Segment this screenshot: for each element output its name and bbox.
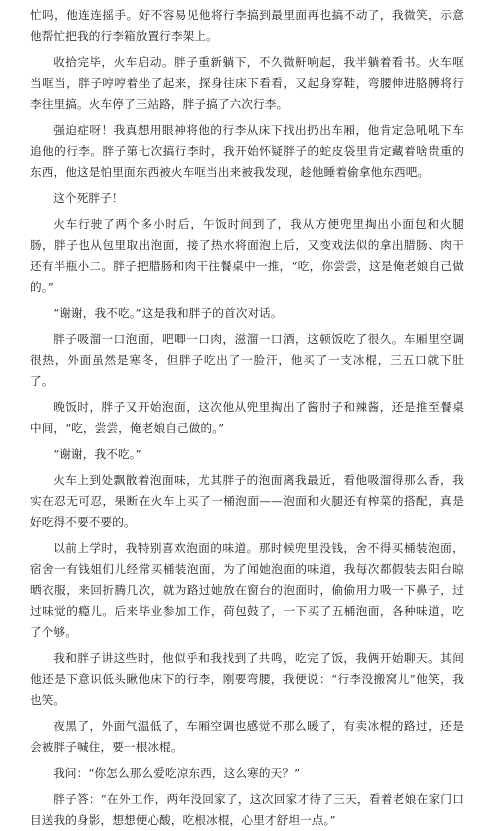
paragraph: “谢谢，我不吃。”这是我和胖子的首次对话。	[53, 306, 283, 320]
paragraph: 我和胖子讲这些时，他似乎和我找到了共鸣，吃完了饭，我俩开始聊天。其间他还是下意识低头瞅他床下的行李，刚要弯腰，我便说：“行李没搬窝儿”他笑，我也笑。	[30, 651, 464, 707]
paragraph: 忙吗，他连连摇手。好不容易见他将行李搞到最里面再也搞不动了，我微笑，示意他帮忙把我的行李箱放置行李架上。	[30, 8, 464, 43]
paragraph: 火车上到处飘散着泡面味，尤其胖子的泡面离我最近，看他吸溜得那么香，我实在忍无可忍，果断在火车上买了一桶泡面——泡面和火腿还有榨菜的搭配，真是好吃得不要不要的。	[30, 473, 464, 529]
paragraph: 火车行驶了两个多小时后，午饭时间到了，我从方便兜里掏出小面包和火腿肠，胖子也从包里取出泡面，接了热水将面泡上后，又变戏法似的拿出腊肠、肉干还有半瓶小二。胖子把腊肠和肉干往餐桌中一推，“吃，你尝尝，这是俺老娘自己做的。”	[30, 217, 464, 294]
paragraph: 我问：“你怎么那么爱吃凉东西，这么寒的天？”	[53, 766, 301, 780]
paragraph: 强迫症呀！我真想用眼神将他的行李从床下找出扔出车厢，他肯定急吼吼下车追他的行李。胖子第七次搞行李时，我开始怀疑胖子的蛇皮袋里肯定藏着啥贵重的东西，他这是怕里面东西被火车哐当出来被我发现，趁他睡着偷拿他东西吧。	[30, 123, 464, 179]
paragraph: “谢谢，我不吃。”	[53, 447, 142, 461]
paragraph: 以前上学时，我特别喜欢泡面的味道。那时候兜里没钱，舍不得买桶装泡面，宿舍一有钱姐们儿经常买桶装泡面，为了闻她泡面的味道，我每次都假装去阳台晾晒衣服，来回折腾几次，就为路过她放在窗台的泡面时，偷偷用力吸一下鼻子，过过味觉的瘾儿。后来毕业参加工作，荷包鼓了，一下买了五桶泡面，各种味道，吃了个够。	[30, 541, 464, 639]
paragraph: 夜黑了，外面气温低了，车厢空调也感觉不那么暖了，有卖冰棍的路过，还是会被胖子喊住，要一根冰棍。	[30, 719, 464, 754]
document-body	[30, 5, 464, 831]
paragraph: 这个死胖子！	[53, 191, 124, 205]
paragraph: 收拾完毕，火车启动。胖子重新躺下，不久微鼾响起，我半躺着看书。火车哐当哐当，胖子哼哼着坐了起来，探身往床下看看，又起身穿鞋，弯腰伸进胳膊将行李往里搞。火车停了三站路，胖子搞了六次行李。	[30, 55, 464, 111]
paragraph: 晚饭时，胖子又开始泡面，这次他从兜里掏出了酱肘子和辣酱，还是推至餐桌中间，“吃，尝尝，俺老娘自己做的。”	[30, 400, 464, 435]
paragraph: 胖子吸溜一口泡面，吧唧一口肉，滋溜一口酒，这顿饭吃了很久。车厢里空调很热，外面虽然是寒冬，但胖子吃出了一脸汗，他买了一支冰棍，三五口就下肚了。	[30, 332, 464, 388]
paragraph: 胖子答：“在外工作，两年没回家了，这次回家才待了三天，看着老娘在家门口目送我的身影，想想便心酸，吃根冰棍，心里才舒坦一点。”	[30, 792, 464, 827]
